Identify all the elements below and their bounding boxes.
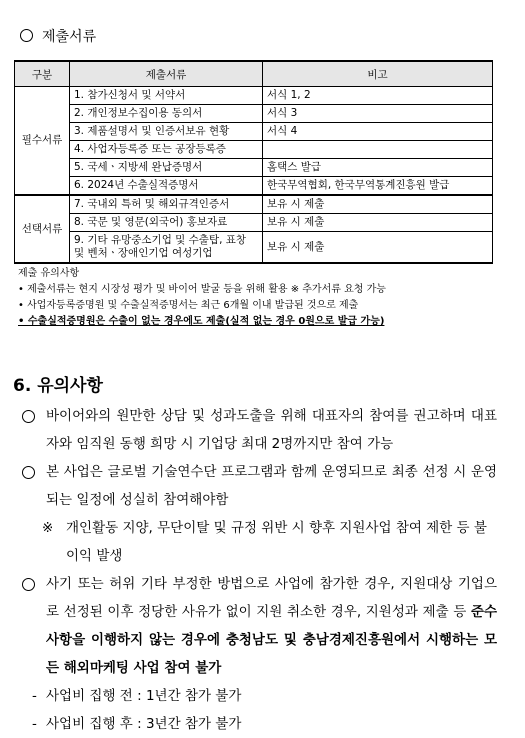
paragraph-text: 본 사업은 글로벌 기술연수단 프로그램과 함께 운영되므로 최종 선정 시 운영되는 일정에 성실히 참여해야함	[46, 464, 497, 508]
section-title-text: 제출서류	[42, 29, 97, 45]
table-row	[15, 141, 493, 159]
table-row	[15, 105, 493, 123]
submission-notes	[18, 266, 386, 330]
dash-item	[22, 682, 497, 710]
dash-item-text: 사업비 집행 전 : 1년간 참가 불가	[46, 688, 242, 704]
circle-bullet-icon	[22, 578, 35, 591]
circle-bullet-icon	[22, 410, 35, 423]
circle-bullet-icon	[22, 466, 35, 479]
table-row	[15, 232, 493, 264]
paragraph	[22, 458, 497, 514]
remark-cell: 서식 1, 2	[263, 87, 493, 105]
category-optional: 선택서류	[15, 195, 70, 263]
dash-bullet-icon: -	[32, 716, 37, 732]
table-row	[15, 195, 493, 214]
document-cell: 6. 2024년 수출실적증명서	[70, 177, 263, 196]
reference-note	[22, 514, 497, 570]
document-cell: 4. 사업자등록증 또는 공장등록증	[70, 141, 263, 159]
dash-item	[22, 710, 497, 738]
table-row	[15, 159, 493, 177]
notes-item: • 사업자등록증명원 및 수출실적증명서는 최근 6개월 이내 발급된 것으로 제출	[18, 300, 359, 311]
table-row	[15, 177, 493, 196]
header-remark: 비고	[263, 61, 493, 87]
remark-cell: 홈택스 발급	[263, 159, 493, 177]
document-cell: 3. 제품설명서 및 인증서보유 현황	[70, 123, 263, 141]
document-cell: 5. 국세ㆍ지방세 완납증명서	[70, 159, 263, 177]
precautions-body	[22, 402, 497, 738]
table-row	[15, 87, 493, 105]
category-required: 필수서류	[15, 87, 70, 196]
remark-cell: 보유 시 제출	[263, 195, 493, 214]
documents-table	[14, 60, 493, 264]
paragraph-text: 사기 또는 허위 기타 부정한 방법으로 사업에 참가한 경우, 지원대상 기업으로 선정된 이후 정당한 사유가 없이 지원 취소한 경우, 지원성과 제출 등	[46, 576, 497, 620]
paragraph-text: 바이어와의 원만한 상담 및 성과도출을 위해 대표자의 참여를 권고하며 대표자와 임직원 동행 희망 시 기업당 최대 2명까지만 참여 가능	[46, 408, 497, 452]
remark-cell	[263, 141, 493, 159]
document-cell: 1. 참가신청서 및 서약서	[70, 87, 263, 105]
section-heading: 6. 유의사항	[13, 376, 103, 396]
header-document: 제출서류	[70, 61, 263, 87]
document-cell: 9. 기타 유망중소기업 및 수출탑, 표창 및 벤처ㆍ장애인기업 여성기업	[70, 232, 263, 264]
circle-bullet-icon	[20, 29, 33, 42]
table-row	[15, 214, 493, 232]
document-cell: 7. 국내외 특허 및 해외규격인증서	[70, 195, 263, 214]
notes-title: 제출 유의사항	[18, 268, 80, 279]
remark-cell: 서식 4	[263, 123, 493, 141]
reference-note-text: 개인활동 지양, 무단이탈 및 규정 위반 시 향후 지원사업 참여 제한 등 불이익 발생	[66, 520, 487, 564]
table-row	[15, 123, 493, 141]
paragraph-bold-text: 준수사항을 이행하지 않는 경우에 충청남도 및 충남경제진흥원에서 시행하는 모든 해외마케팅 사업 참여 불가	[46, 604, 497, 676]
dash-bullet-icon: -	[32, 688, 37, 704]
notes-item-emphasis: • 수출실적증명원은 수출이 없는 경우에도 제출(실적 없는 경우 0원으로 발급 가능)	[18, 316, 385, 327]
paragraph	[22, 570, 497, 682]
remark-cell: 보유 시 제출	[263, 214, 493, 232]
remark-cell: 보유 시 제출	[263, 232, 493, 264]
notes-item: • 제출서류는 현지 시장성 평가 및 바이어 발굴 등을 위해 활용 ※ 추가서류 요청 가능	[18, 284, 386, 295]
paragraph	[22, 402, 497, 458]
document-cell: 8. 국문 및 영문(외국어) 홍보자료	[70, 214, 263, 232]
remark-cell: 한국무역협회, 한국무역통계진흥원 발급	[263, 177, 493, 196]
dash-item-text: 사업비 집행 후 : 3년간 참가 불가	[46, 716, 242, 732]
header-category: 구분	[15, 61, 70, 87]
section-title	[20, 26, 96, 46]
table-header-row	[15, 61, 493, 87]
remark-cell: 서식 3	[263, 105, 493, 123]
document-cell: 2. 개인정보수집이용 동의서	[70, 105, 263, 123]
reference-mark-icon: ※	[42, 520, 54, 536]
